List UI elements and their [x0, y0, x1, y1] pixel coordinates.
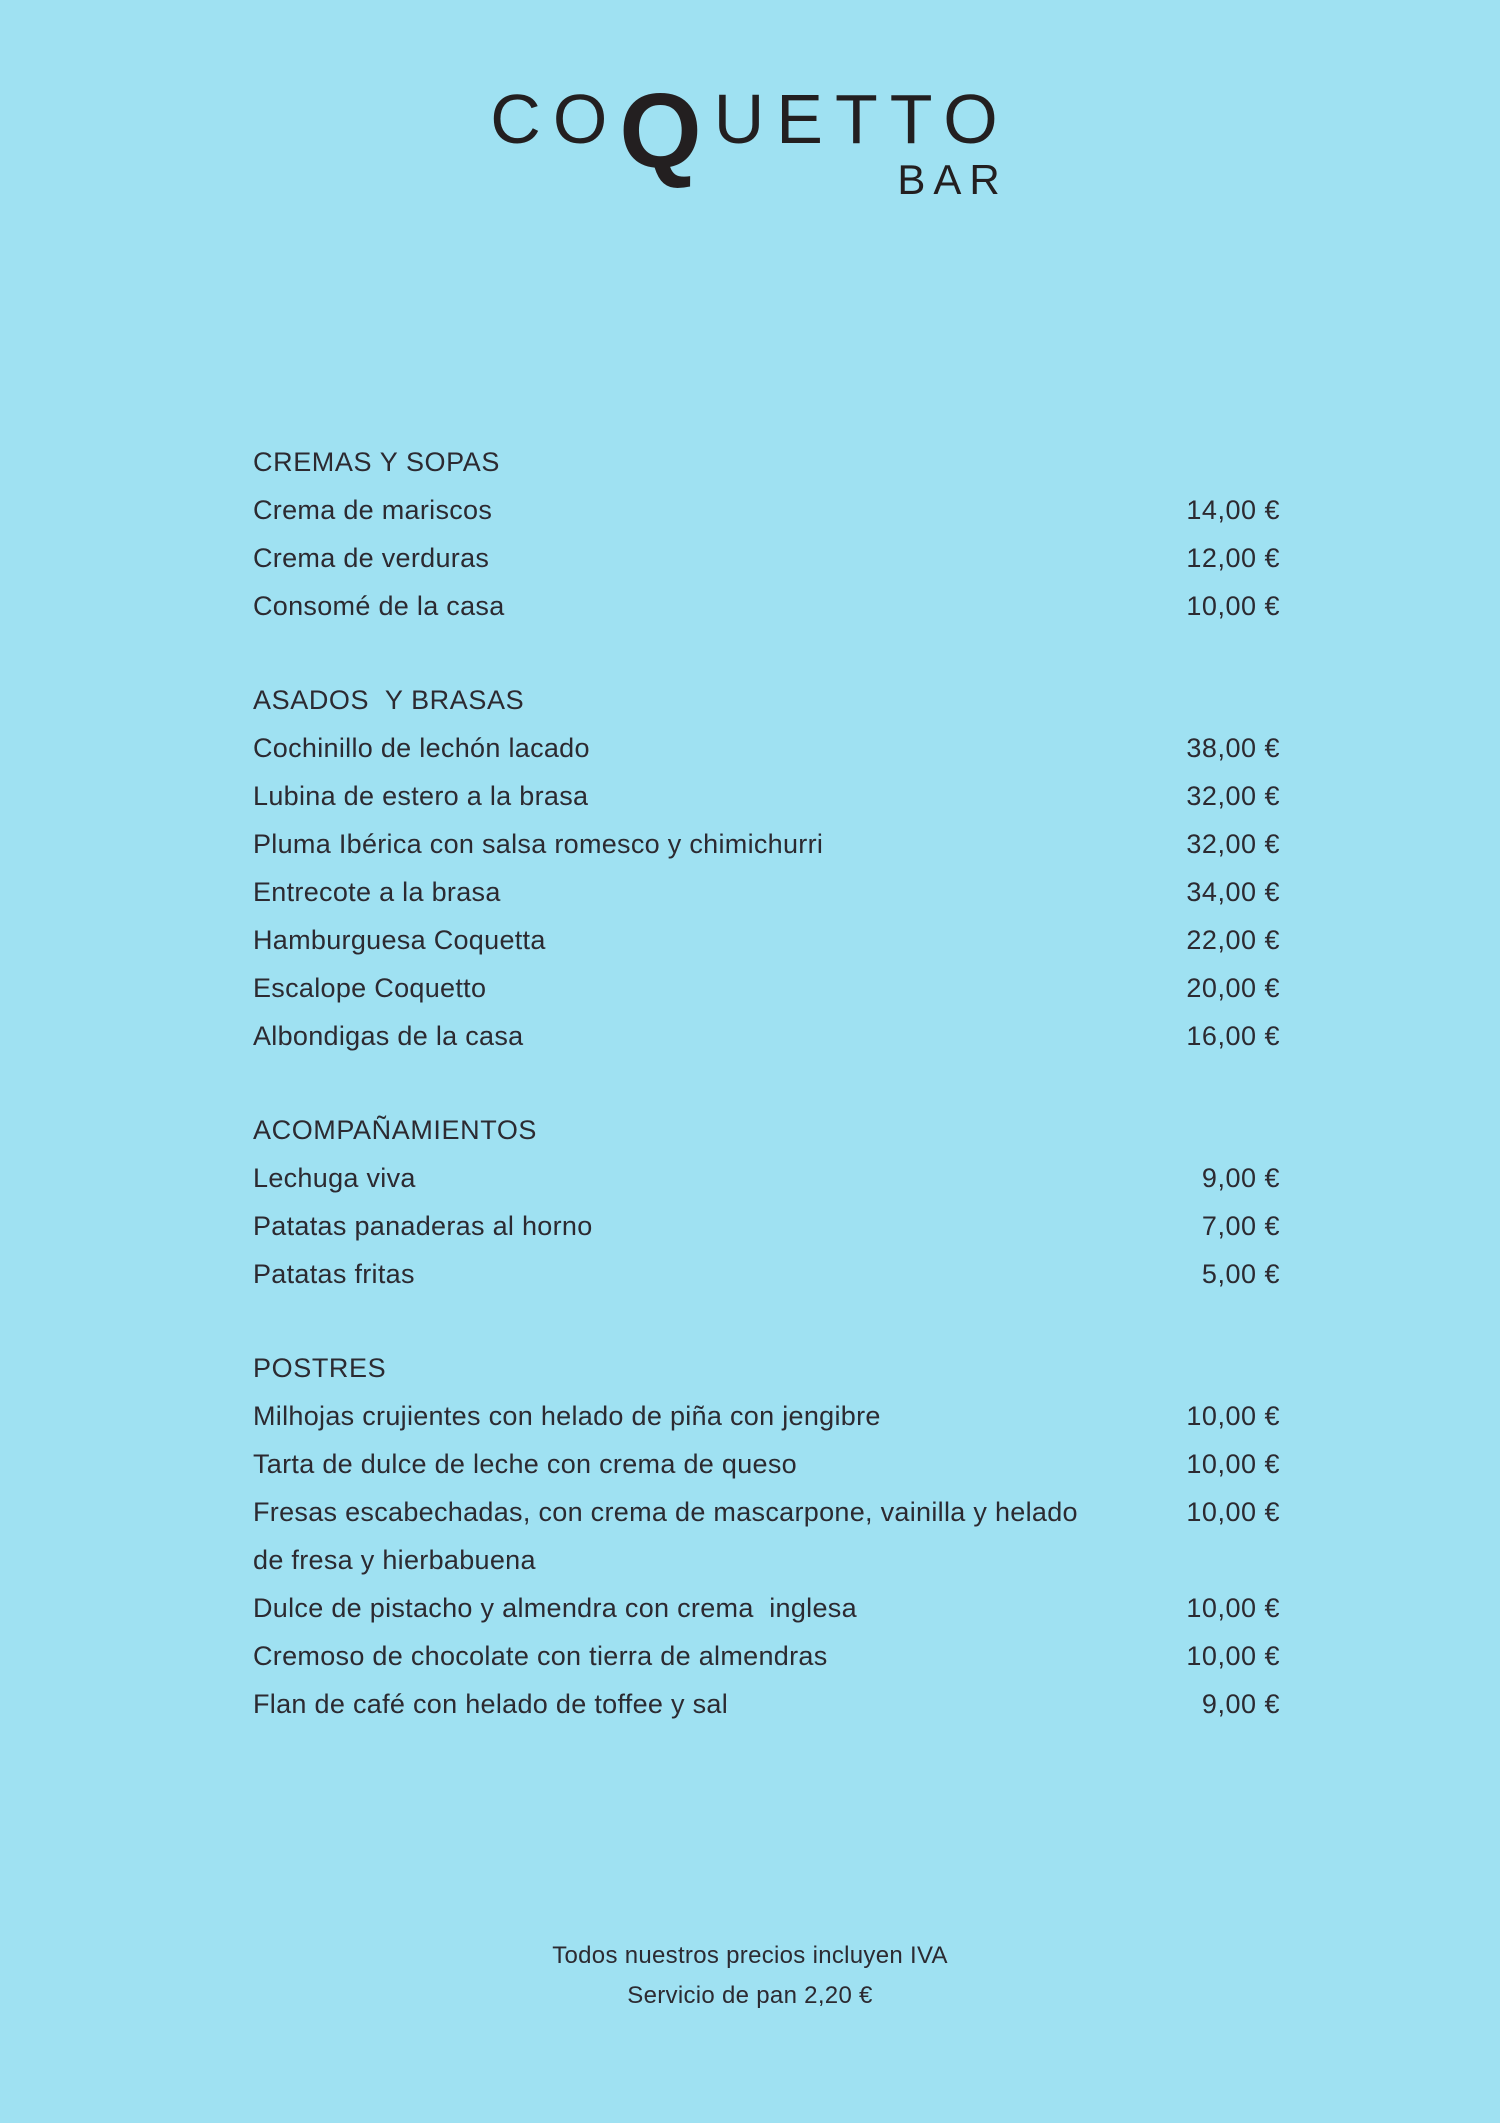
menu-item-name: Consomé de la casa: [253, 591, 505, 621]
menu-item-row: [253, 772, 1280, 820]
menu-item-row: [253, 724, 1280, 772]
restaurant-logo: [0, 72, 1500, 204]
menu-item-row: [253, 916, 1280, 964]
section-title: CREMAS Y SOPAS: [253, 447, 500, 477]
menu-item-price: 34,00 €: [1186, 877, 1280, 907]
menu-item-row: [253, 486, 1280, 534]
menu-item-name: Cremoso de chocolate con tierra de almendras: [253, 1641, 828, 1671]
menu-item-name: Milhojas crujientes con helado de piña con jengibre: [253, 1401, 881, 1431]
menu-item-name: Fresas escabechadas, con crema de mascarpone, vainilla y helado de fresa y hierbabuena: [253, 1497, 1086, 1575]
menu-item-row: [253, 1392, 1280, 1440]
menu-item-row: [253, 1632, 1280, 1680]
menu-item-price: 32,00 €: [1186, 781, 1280, 811]
menu-item-name: Patatas fritas: [253, 1259, 415, 1289]
footer-bread-service-note: Servicio de pan 2,20 €: [627, 1982, 873, 2009]
menu-item-name: Dulce de pistacho y almendra con crema inglesa: [253, 1593, 857, 1623]
menu-item-name: Lechuga viva: [253, 1163, 416, 1193]
menu-item-name: Hamburguesa Coquetta: [253, 925, 546, 955]
menu-item-price: 7,00 €: [1201, 1211, 1280, 1241]
section-title: ACOMPAÑAMIENTOS: [253, 1115, 538, 1145]
menu-section: [253, 438, 1280, 630]
menu-item-price: 12,00 €: [1186, 543, 1280, 573]
logo-wordmark: [490, 72, 1010, 204]
menu-item-row: [253, 1584, 1280, 1632]
menu-item-price: 9,00 €: [1201, 1689, 1280, 1719]
menu-item-price: 10,00 €: [1186, 1593, 1280, 1623]
menu-item-row: [253, 868, 1280, 916]
menu-section: [253, 676, 1280, 1060]
menu-item-row: [253, 1250, 1280, 1298]
menu-item-name: Crema de verduras: [253, 543, 490, 573]
menu-item-row: [253, 1012, 1280, 1060]
menu-item-name: Entrecote a la brasa: [253, 877, 501, 907]
footer-note: [0, 1936, 1500, 2016]
menu-item-price: 14,00 €: [1186, 495, 1280, 525]
menu-item-price: 10,00 €: [1186, 1449, 1280, 1479]
menu-item-price: 10,00 €: [1186, 591, 1280, 621]
menu-item-price: 22,00 €: [1186, 925, 1280, 955]
menu-item-name: Crema de mariscos: [253, 495, 493, 525]
menu-section: [253, 1344, 1280, 1728]
logo-subtitle-bar: BAR: [897, 156, 1008, 203]
section-title: ASADOS Y BRASAS: [253, 685, 525, 715]
menu-item-row: [253, 1202, 1280, 1250]
menu-item-row: [253, 534, 1280, 582]
menu-item-price: 10,00 €: [1186, 1641, 1280, 1671]
logo-text-uetto: UETTO: [713, 80, 1010, 158]
logo-q-glyph: Q: [619, 72, 714, 190]
menu-item-name: Flan de café con helado de toffee y sal: [253, 1689, 729, 1719]
menu-item-row: [253, 1440, 1280, 1488]
menu-item-row: [253, 1154, 1280, 1202]
menu-item-name: Tarta de dulce de leche con crema de queso: [253, 1449, 797, 1479]
menu-item-price: 10,00 €: [1186, 1497, 1280, 1527]
menu-item-row: [253, 820, 1280, 868]
menu-item-price: 16,00 €: [1186, 1021, 1280, 1051]
logo-text-co: CO: [490, 80, 620, 158]
menu-item-price: 20,00 €: [1186, 973, 1280, 1003]
menu-item-price: 10,00 €: [1186, 1401, 1280, 1431]
menu-item-name: Albondigas de la casa: [253, 1021, 524, 1051]
footer-iva-note: Todos nuestros precios incluyen IVA: [552, 1942, 948, 1969]
menu-section: [253, 1106, 1280, 1298]
menu-item-name: Cochinillo de lechón lacado: [253, 733, 590, 763]
menu: [253, 438, 1280, 1728]
menu-item-price: 32,00 €: [1186, 829, 1280, 859]
menu-item-name: Pluma Ibérica con salsa romesco y chimichurri: [253, 829, 824, 859]
menu-item-row: [253, 582, 1280, 630]
section-title: POSTRES: [253, 1353, 387, 1383]
menu-item-price: 38,00 €: [1186, 733, 1280, 763]
menu-item-name: Patatas panaderas al horno: [253, 1211, 593, 1241]
menu-item-row: [253, 1680, 1280, 1728]
menu-item-row: [253, 964, 1280, 1012]
menu-item-name: Escalope Coquetto: [253, 973, 487, 1003]
menu-item-name: Lubina de estero a la brasa: [253, 781, 589, 811]
menu-item-price: 5,00 €: [1201, 1259, 1280, 1289]
menu-item-price: 9,00 €: [1201, 1163, 1280, 1193]
menu-item-row: [253, 1488, 1280, 1584]
